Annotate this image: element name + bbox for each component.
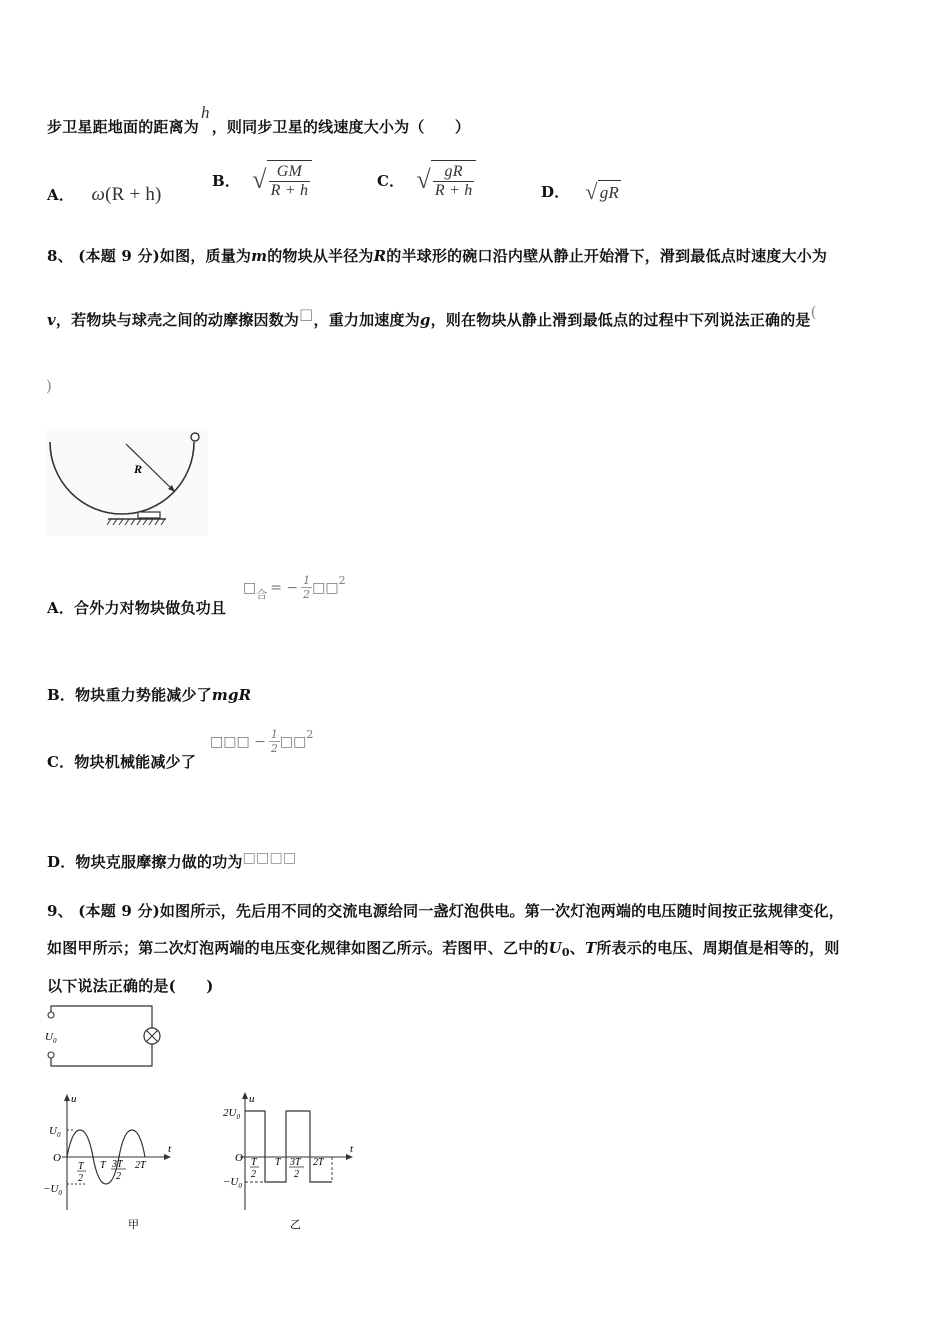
q7-option-a: [47, 184, 162, 206]
period-tick: T: [275, 1157, 281, 1168]
formula-a-eq: = −: [270, 579, 299, 596]
half-period-tick: [250, 1157, 259, 1180]
u0-sub: 0: [561, 946, 570, 959]
q9-sep: 、: [569, 939, 585, 957]
q8-option-d: [47, 851, 296, 872]
q9-text-a: 如图甲所示；第二次灯泡两端的电压变化规律如图乙所示。若图甲、乙中的: [47, 939, 549, 957]
half-period-tick: [77, 1161, 86, 1184]
option-a-expr: (R + h): [105, 184, 162, 205]
option-d-label: D．: [541, 183, 570, 201]
svg-text:T: T: [78, 1161, 84, 1172]
option-c-formula: [210, 728, 313, 755]
u-label: u: [71, 1093, 77, 1105]
two-period-tick: 2T: [135, 1160, 146, 1171]
two-period-tick: 2T: [313, 1157, 324, 1168]
option-b-label: B．: [212, 171, 241, 190]
graph-yi-caption: 乙: [290, 1219, 301, 1231]
q8-option-b: [47, 684, 251, 705]
bowl-figure: [46, 428, 208, 536]
formula-c-sq: 2: [306, 728, 314, 741]
formula-a-ph: □: [243, 579, 257, 596]
q8-text-b: 的物块从半径为: [267, 247, 374, 265]
svg-text:2: 2: [294, 1169, 299, 1180]
graph-jia: [40, 1090, 190, 1240]
t-label: t: [168, 1143, 172, 1155]
option-b-value: mgR: [211, 686, 252, 704]
q9-line3: 以下说法正确的是( ): [47, 977, 214, 995]
svg-text:3T: 3T: [290, 1157, 301, 1168]
square-wave: [245, 1111, 332, 1182]
q7-option-c: [377, 160, 476, 200]
option-d-sqrt: [585, 180, 621, 203]
terminal-bottom: [48, 1052, 54, 1058]
q8-text-d: ，若物块与球壳之间的动摩擦因数为: [55, 311, 300, 329]
lamp-icon: [144, 1028, 160, 1044]
half-den: 2: [303, 588, 311, 601]
option-a-omega: ω: [91, 184, 106, 205]
h-symbol: h: [201, 103, 210, 122]
q7-option-b: [212, 160, 312, 200]
t-label: t: [350, 1143, 354, 1155]
radical-icon: √: [416, 165, 431, 194]
terminal-top: [48, 1012, 54, 1018]
u-label: u: [249, 1093, 255, 1105]
neg-u0-tick: $-U_0$: [223, 1176, 242, 1190]
q8-option-a: [47, 597, 226, 618]
circuit-u0-label: $U_0$: [45, 1031, 57, 1045]
svg-text:2: 2: [251, 1169, 256, 1180]
q8-line2: [47, 303, 817, 330]
mu-placeholder: □: [299, 305, 314, 323]
open-paren: (: [810, 303, 817, 321]
q9-line1: 9、 (本题 9 分)如图所示，先后用不同的交流电源给同一盏灯泡供电。第一次灯泡两端的电压随时间按正弦规律变化，: [47, 902, 844, 920]
neg-u0-tick: $-U_0$: [43, 1183, 62, 1197]
half-num: 1: [270, 728, 278, 741]
option-d-text: D．物块克服摩擦力做的功为: [47, 853, 243, 871]
q7-stem: [47, 103, 471, 137]
q9-text-b: 所表示的电压、周期值是相等的，则: [596, 939, 840, 957]
gravity-symbol: g: [419, 311, 431, 329]
q8-text-f: ，则在物块从静止滑到最低点的过程中下列说法正确的是: [430, 311, 811, 329]
svg-text:2: 2: [78, 1173, 83, 1184]
radical-icon: √: [252, 165, 267, 194]
svg-text:2: 2: [116, 1171, 121, 1182]
option-b-num: GM: [269, 163, 311, 182]
block: [191, 433, 199, 441]
q8-option-c: [47, 751, 196, 772]
origin-label: O: [235, 1152, 243, 1164]
three-half-period-tick: [289, 1157, 304, 1180]
option-c-num: gR: [433, 163, 475, 182]
svg-text:3T: 3T: [112, 1159, 123, 1170]
q8-text-a: 8、 (本题 9 分)如图，质量为: [47, 247, 252, 265]
circuit-diagram: [40, 1002, 165, 1072]
radical-icon: √: [585, 178, 598, 204]
square-wave-dashes: [245, 1111, 332, 1182]
option-b-text: B．物块重力势能减少了: [47, 686, 212, 704]
radius-symbol: R: [373, 247, 387, 265]
option-d-formula: □□□□: [242, 850, 297, 866]
graph-yi: [220, 1090, 370, 1240]
graph-jia-caption: 甲: [128, 1219, 139, 1231]
half-den: 2: [270, 742, 278, 755]
formula-a-sq: 2: [338, 574, 346, 587]
option-c-den: R + h: [434, 182, 473, 199]
q7-stem-rest: ，则同步卫星的线速度大小为（ ）: [211, 118, 471, 136]
q8-close-paren: ): [46, 377, 53, 395]
q8-line1: [47, 245, 827, 266]
mass-symbol: m: [251, 247, 268, 265]
formula-a-sub: 合: [256, 587, 268, 601]
option-d-rad: gR: [598, 180, 621, 203]
circuit-wire: [51, 1006, 152, 1066]
option-c-label: C．: [377, 171, 405, 190]
option-a-formula: [243, 574, 346, 601]
q8-text-e: ，重力加速度为: [313, 311, 420, 329]
formula-a-ph2: □□: [312, 579, 339, 596]
option-c-sqrt: [416, 160, 476, 200]
formula-c-ph2: □□: [279, 733, 307, 750]
period-symbol: T: [584, 939, 597, 957]
half-num: 1: [303, 574, 311, 587]
radius-label: R: [134, 462, 143, 476]
option-c-text: C．物块机械能减少了: [47, 753, 196, 771]
q7-option-d: [541, 180, 621, 203]
origin-label: O: [53, 1152, 61, 1164]
u-axis-arrow: [242, 1092, 248, 1099]
option-a-text: A．合外力对物块做负功且: [47, 599, 227, 617]
svg-text:T: T: [251, 1157, 257, 1168]
u0-symbol: U: [548, 939, 562, 957]
velocity-symbol: v: [47, 311, 56, 329]
option-b-sqrt: [252, 160, 312, 200]
q8-text-c: 的半球形的碗口沿内壁从静止开始滑下，滑到最低点时速度大小为: [386, 247, 828, 265]
option-a-label: A．: [47, 186, 75, 204]
formula-c-ph: □□□ −: [210, 733, 266, 750]
two-u0-tick: $2U_0$: [223, 1107, 240, 1121]
q7-stem-text: 步卫星距地面的距离为: [47, 118, 200, 136]
period-tick: T: [100, 1160, 106, 1171]
q9-line2: [47, 937, 840, 958]
option-b-den: R + h: [270, 182, 309, 199]
stand: [138, 512, 160, 518]
u-axis-arrow: [64, 1094, 70, 1101]
u0-tick: $U_0$: [49, 1125, 61, 1139]
